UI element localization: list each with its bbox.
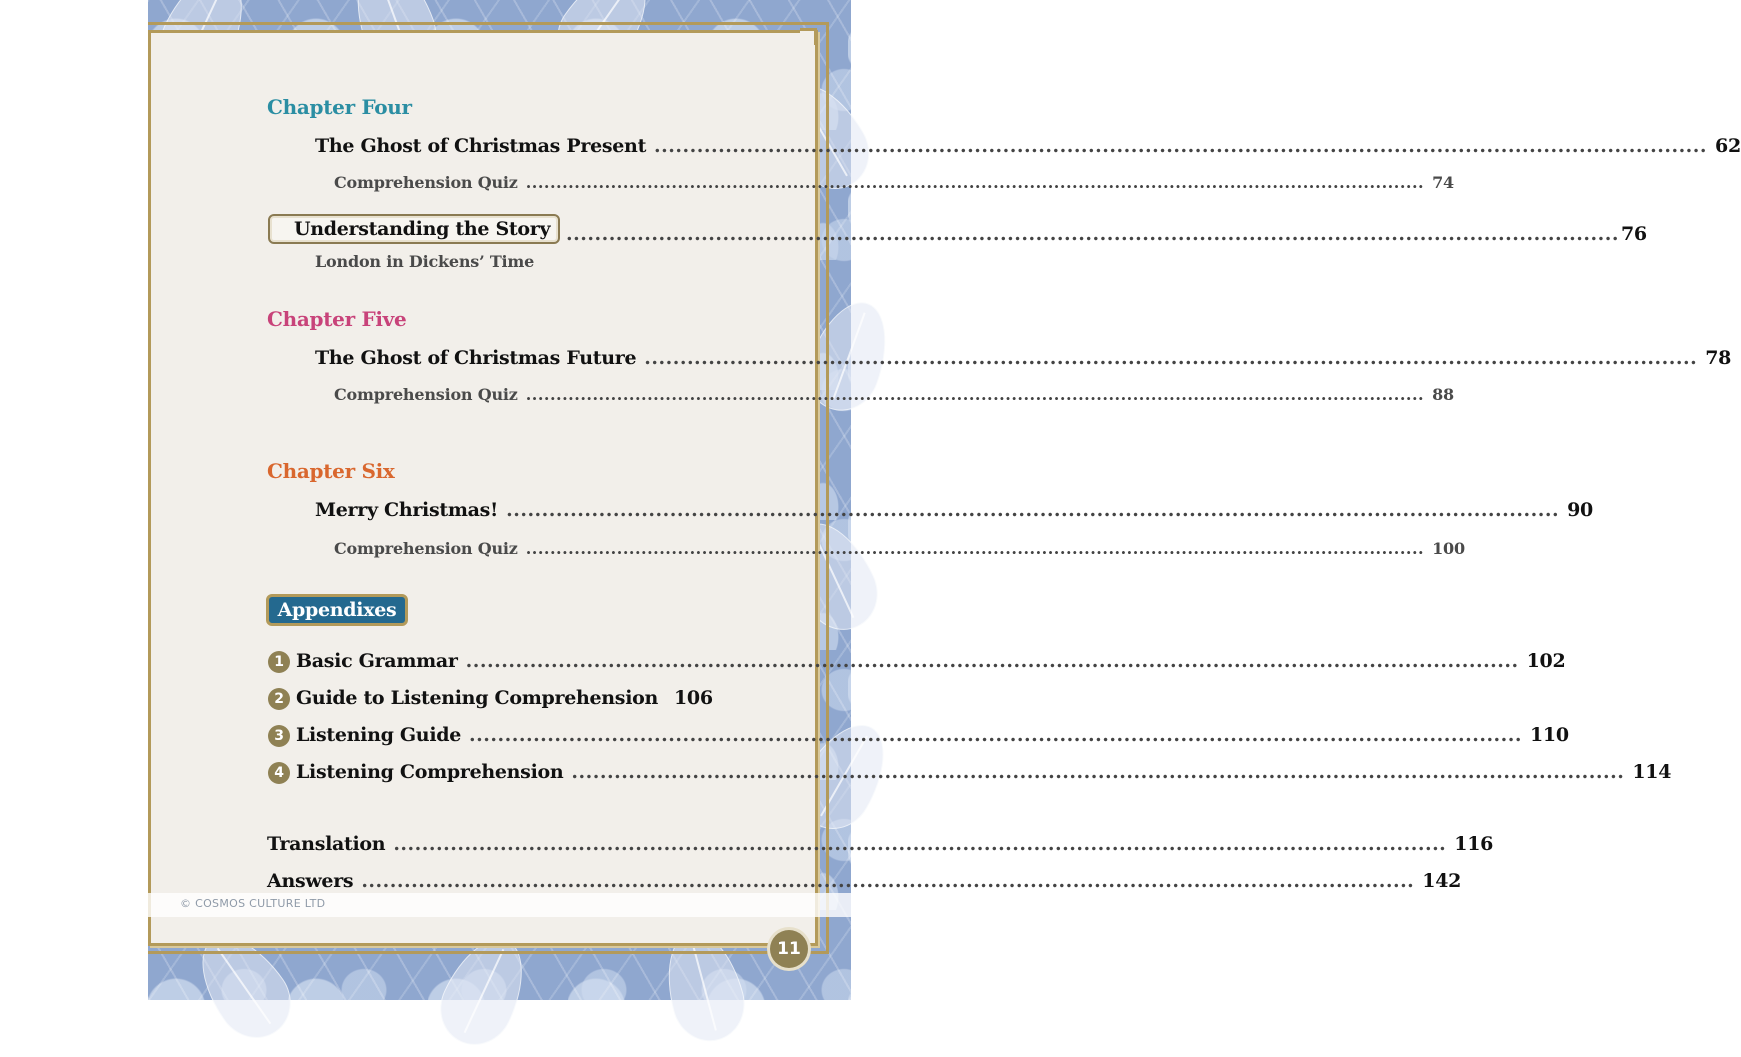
entry-title: Comprehension Quiz bbox=[334, 385, 518, 404]
number-badge-icon: 4 bbox=[268, 762, 290, 784]
dot-leader bbox=[466, 650, 1519, 672]
entry-title: Basic Grammar bbox=[296, 650, 458, 672]
dot-leader bbox=[393, 833, 1446, 855]
appendix-entry[interactable] bbox=[268, 687, 713, 710]
number-badge-icon: 1 bbox=[268, 651, 290, 673]
page-number-badge: 11 bbox=[770, 930, 808, 968]
entry-title: Guide to Listening Comprehension bbox=[296, 687, 658, 709]
entry-title: Answers bbox=[267, 870, 354, 892]
entry-page: 110 bbox=[1530, 724, 1569, 746]
entry-page: 62 bbox=[1715, 135, 1741, 157]
appendix-entry[interactable] bbox=[268, 724, 1569, 747]
entry-title: Listening Guide bbox=[296, 724, 462, 746]
dot-leader bbox=[469, 724, 1522, 746]
entry-page: 106 bbox=[674, 687, 713, 709]
entry-title: The Ghost of Christmas Present bbox=[315, 135, 647, 157]
entry-page: 76 bbox=[1620, 223, 1647, 245]
entry-title: Merry Christmas! bbox=[315, 499, 499, 521]
dot-leader bbox=[526, 385, 1424, 404]
entry-title: Listening Comprehension bbox=[296, 761, 564, 783]
understanding-story-box[interactable] bbox=[268, 214, 560, 244]
entry-page: 142 bbox=[1422, 870, 1462, 892]
dot-leader bbox=[526, 173, 1424, 192]
number-badge-icon: 3 bbox=[268, 725, 290, 747]
entry-title: Comprehension Quiz bbox=[334, 539, 518, 558]
toc-entry[interactable] bbox=[315, 347, 1732, 369]
entry-title: Translation bbox=[267, 833, 386, 855]
dot-leader bbox=[526, 539, 1424, 558]
entry-page: 90 bbox=[1567, 499, 1593, 521]
entry-page: 88 bbox=[1432, 385, 1454, 404]
chapter-six-heading: Chapter Six bbox=[267, 459, 395, 483]
appendix-entry[interactable] bbox=[268, 761, 1672, 784]
copyright-notice: © COSMOS CULTURE LTD bbox=[180, 897, 326, 910]
dot-leader bbox=[644, 347, 1697, 369]
understanding-story-label: Understanding the Story bbox=[294, 218, 551, 240]
entry-page: 116 bbox=[1454, 833, 1494, 855]
entry-page: 78 bbox=[1705, 347, 1732, 369]
chapter-four-heading: Chapter Four bbox=[267, 95, 412, 119]
entry-page: 74 bbox=[1432, 173, 1454, 192]
dot-leader bbox=[571, 761, 1624, 783]
toc-entry[interactable] bbox=[334, 539, 1465, 558]
entry-title: Comprehension Quiz bbox=[334, 173, 518, 192]
entry-page: 114 bbox=[1632, 761, 1672, 783]
toc-entry[interactable] bbox=[315, 499, 1593, 521]
toc-entry[interactable] bbox=[315, 135, 1741, 157]
entry-title: The Ghost of Christmas Future bbox=[315, 347, 637, 369]
toc-entry[interactable] bbox=[566, 223, 1647, 245]
dot-leader bbox=[566, 223, 1619, 245]
understanding-subtitle: London in Dickens’ Time bbox=[315, 252, 535, 271]
appendixes-heading: Appendixes bbox=[266, 594, 408, 626]
chapter-five-heading: Chapter Five bbox=[267, 307, 407, 331]
entry-page: 102 bbox=[1526, 650, 1566, 672]
dot-leader bbox=[654, 135, 1707, 157]
toc-entry[interactable] bbox=[334, 385, 1454, 404]
toc-entry[interactable] bbox=[334, 173, 1454, 192]
toc-entry[interactable] bbox=[267, 870, 1462, 892]
toc-entry[interactable] bbox=[267, 833, 1494, 855]
dot-leader bbox=[506, 499, 1559, 521]
appendix-entry[interactable] bbox=[268, 650, 1566, 673]
dot-leader bbox=[361, 870, 1414, 892]
number-badge-icon: 2 bbox=[268, 688, 290, 710]
entry-page: 100 bbox=[1432, 539, 1465, 558]
